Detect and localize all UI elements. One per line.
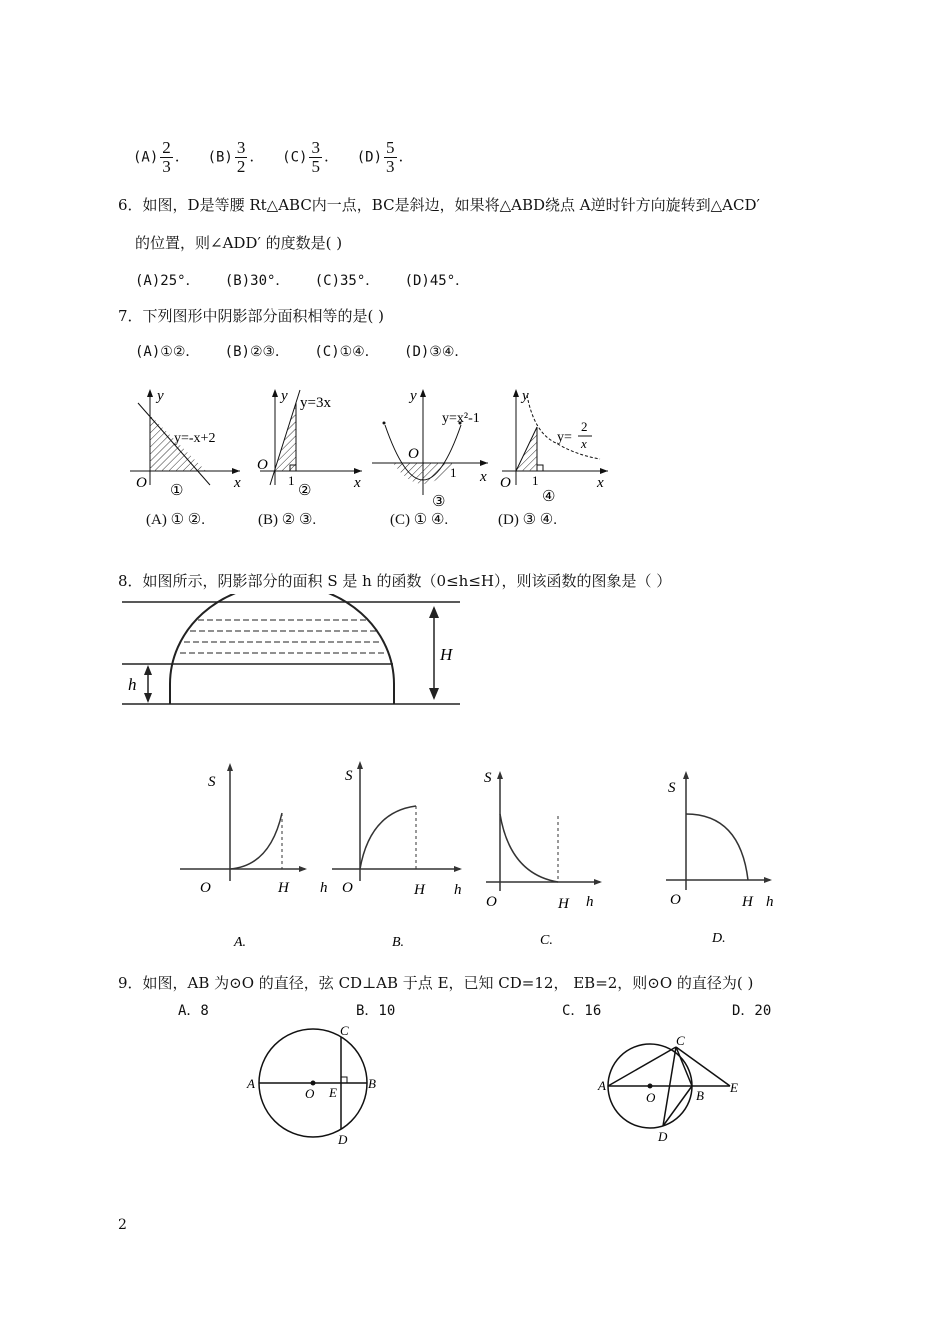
fig2-point-E: E [730, 1080, 738, 1095]
q8-graph-options [170, 756, 790, 952]
f2-function-label: y=3x [300, 395, 331, 411]
q9-option-b: B．10 [356, 1003, 396, 1019]
f4-one: 1 [532, 473, 539, 488]
q5-options-row [133, 135, 403, 179]
graph-d-O: O [670, 892, 681, 908]
graph-d-H: H [742, 894, 753, 910]
q9-option-a: A．8 [178, 1003, 209, 1019]
fig1-point-O: O [305, 1086, 315, 1101]
fig1-point-A: A [247, 1076, 255, 1091]
f2-origin: O [257, 457, 268, 473]
fig1-point-D: D [338, 1132, 348, 1147]
q7-figure-4 [500, 388, 608, 505]
f1-axis-x: x [234, 475, 241, 491]
graph-c-S: S [484, 770, 492, 786]
q7-figure-option-a: (A) ① ②. [146, 512, 205, 528]
graph-a-letter: A. [234, 935, 247, 950]
f3-axis-y: y [410, 388, 417, 404]
q8-stem: 8．如图所示，阴影部分的面积 S 是 h 的函数（0≤h≤H），则该函数的图象是（ ） [118, 572, 672, 590]
fig2-point-O: O [646, 1090, 656, 1105]
f4-axis-y: y [522, 388, 529, 404]
graph-c-letter: C. [540, 933, 553, 948]
f4-origin: O [500, 475, 511, 491]
graph-b-letter: B. [392, 935, 405, 950]
fig2-point-C: C [676, 1033, 685, 1048]
graph-a-O: O [200, 880, 211, 896]
q9-option-c: C．16 [562, 1003, 602, 1019]
f2-axis-y: y [281, 388, 288, 404]
q7-figure-option-d: (D) ③ ④. [498, 512, 557, 528]
fig1-point-E: E [329, 1085, 337, 1100]
q5-option-c: (C) $\frac{3}{5}$ . [282, 137, 329, 176]
q7-figure-option-c: (C) ① ④. [390, 512, 449, 528]
graph-d-letter: D. [712, 931, 726, 946]
f2-one: 1 [288, 473, 295, 488]
graph-c-H: H [558, 896, 569, 912]
graph-b-h: h [454, 882, 462, 898]
q9-option-d: D．20 [732, 1003, 772, 1019]
graph-a-h: h [320, 880, 328, 896]
q9-stem: 9．如图，AB 为⊙O 的直径，弦 CD⊥AB 于点 E，已知 CD=12， EB=2，则⊙O 的直径为( ) [118, 974, 754, 992]
f4-function-lhs: y= [557, 430, 572, 445]
q7-figure-1 [130, 388, 241, 499]
graph-d-h: h [766, 894, 774, 910]
graph-b-O: O [342, 880, 353, 896]
q6-stem-line2: 的位置，则∠ADD′ 的度数是( ) [135, 234, 343, 252]
q8-graph-a [180, 763, 328, 950]
q8-graph-d [666, 771, 774, 946]
f4-function-den: x [581, 436, 587, 451]
q7-stem: 7．下列图形中阴影部分面积相等的是( ) [118, 307, 385, 325]
fig2-point-A: A [598, 1078, 606, 1093]
f1-axis-y: y [157, 388, 164, 404]
q5-option-a: (A) $\frac{2}{3}$ . [133, 137, 180, 176]
q5-option-d: (D) $\frac{5}{3}$ . [356, 137, 404, 176]
graph-b-H: H [414, 882, 425, 898]
q7-figure-option-b: (B) ② ③. [258, 512, 317, 528]
fig2-point-B: B [696, 1088, 704, 1103]
q7-figure-options [146, 510, 616, 530]
f1-number: ① [170, 483, 184, 499]
graph-c-h: h [586, 894, 594, 910]
q7-figure-2 [257, 388, 362, 499]
q5-option-b: (B) $\frac{3}{2}$ . [207, 137, 255, 176]
f2-axis-x: x [354, 475, 361, 491]
q8-dome-figure [118, 594, 468, 718]
q6-stem-line1: 6．如图，D是等腰 Rt△ABC内一点，BC是斜边，如果将△ABD绕点 A逆时针方向旋转到△ACD′ [118, 196, 760, 214]
q9-circle-figure-1 [240, 1022, 390, 1150]
f1-function-label: y=-x+2 [174, 431, 216, 446]
q8-graph-b [332, 761, 462, 950]
dome-label-h: h [128, 675, 137, 694]
f3-axis-x: x [480, 469, 487, 485]
q6-options: (A)25°． (B)30°． (C)35°． (D)45°． [135, 273, 470, 289]
graph-a-H: H [278, 880, 289, 896]
q7-figure-3 [372, 388, 488, 510]
graph-d-S: S [668, 780, 676, 796]
f4-axis-x: x [597, 475, 604, 491]
fig1-point-C: C [340, 1023, 349, 1038]
f3-number: ③ [432, 494, 446, 510]
graph-a-S: S [208, 774, 216, 790]
dome-label-H: H [440, 645, 453, 664]
q7-options: (A)①②． (B)②③． (C)①④． (D)③④． [135, 344, 469, 360]
page-number: 2 [118, 1217, 127, 1233]
q9-circle-figure-2 [594, 1030, 754, 1150]
graph-b-S: S [345, 768, 353, 784]
f3-function-label: y=x²-1 [442, 411, 480, 426]
f4-number: ④ [542, 489, 556, 505]
fig2-point-D: D [658, 1129, 668, 1144]
f3-one: 1 [450, 465, 457, 480]
q8-graph-c [484, 770, 602, 948]
f1-origin: O [136, 475, 147, 491]
graph-c-O: O [486, 894, 497, 910]
fig1-point-B: B [368, 1076, 376, 1091]
f4-function-num: 2 [581, 419, 588, 434]
f3-origin: O [408, 446, 419, 462]
f2-number: ② [298, 483, 312, 499]
